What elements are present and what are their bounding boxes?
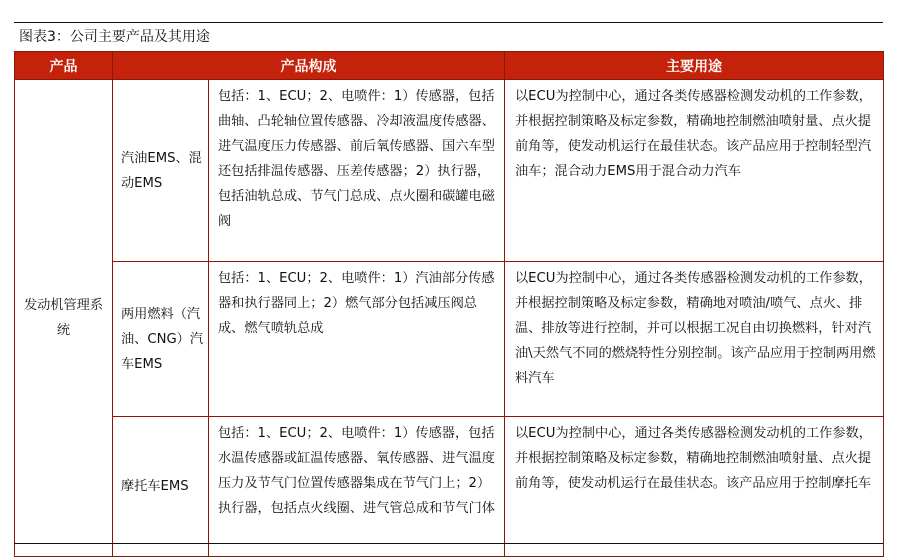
composition-cell: 包括：1、ECU；2、电喷件：1）汽油部分传感器和执行器同上；2）燃气部分包括减压阀总成、燃气喷轨总成 (209, 262, 505, 417)
header-usage: 主要用途 (505, 52, 884, 80)
header-composition: 产品构成 (113, 52, 505, 80)
products-table (14, 51, 884, 557)
top-rule (14, 22, 883, 23)
product-cell: 摩托车EMS (113, 417, 209, 557)
composition-cell: 包括：1、ECU；2、电喷件：1）传感器，包括水温传感器或缸温传感器、氧传感器、进气温度压力及节气门位置传感器集成在节气门上；2）执行器，包括点火线圈、进气管总成和节气门体 (209, 417, 505, 557)
table-row (15, 417, 884, 557)
category-cell: 发动机管理系统 (15, 80, 113, 557)
usage-cell: 以ECU为控制中心，通过各类传感器检测发动机的工作参数，并根据控制策略及标定参数，精确地对喷油/喷气、点火、排温、排放等进行控制，并可以根据工况自由切换燃料，针对汽油\天然气不同的燃烧特性分别控制。该产品应用于控制两用燃料汽车 (505, 262, 884, 417)
table-header-row (15, 52, 884, 80)
usage-cell: 以ECU为控制中心，通过各类传感器检测发动机的工作参数，并根据控制策略及标定参数，精确地控制燃油喷射量、点火提前角等，使发动机运行在最佳状态。该产品应用于控制轻型汽油车；混合动力EMS用于混合动力汽车 (505, 80, 884, 262)
product-cell: 汽油EMS、混动EMS (113, 80, 209, 262)
bottom-rule (14, 543, 883, 544)
table-row (15, 80, 884, 262)
figure-caption: 图表3：公司主要产品及其用途 (19, 29, 210, 45)
composition-cell: 包括：1、ECU；2、电喷件：1）传感器，包括曲轴、凸轮轴位置传感器、冷却液温度传感器、进气温度压力传感器、前后氧传感器、国六车型还包括排温传感器、压差传感器；2）执行器，包括油轨总成、节气门总成、点火圈和碳罐电磁阀 (209, 80, 505, 262)
header-product: 产品 (15, 52, 113, 80)
product-cell: 两用燃料（汽油、CNG）汽车EMS (113, 262, 209, 417)
usage-cell: 以ECU为控制中心，通过各类传感器检测发动机的工作参数，并根据控制策略及标定参数，精确地控制燃油喷射量、点火提前角等，使发动机运行在最佳状态。该产品应用于控制摩托车 (505, 417, 884, 557)
table-row (15, 262, 884, 417)
